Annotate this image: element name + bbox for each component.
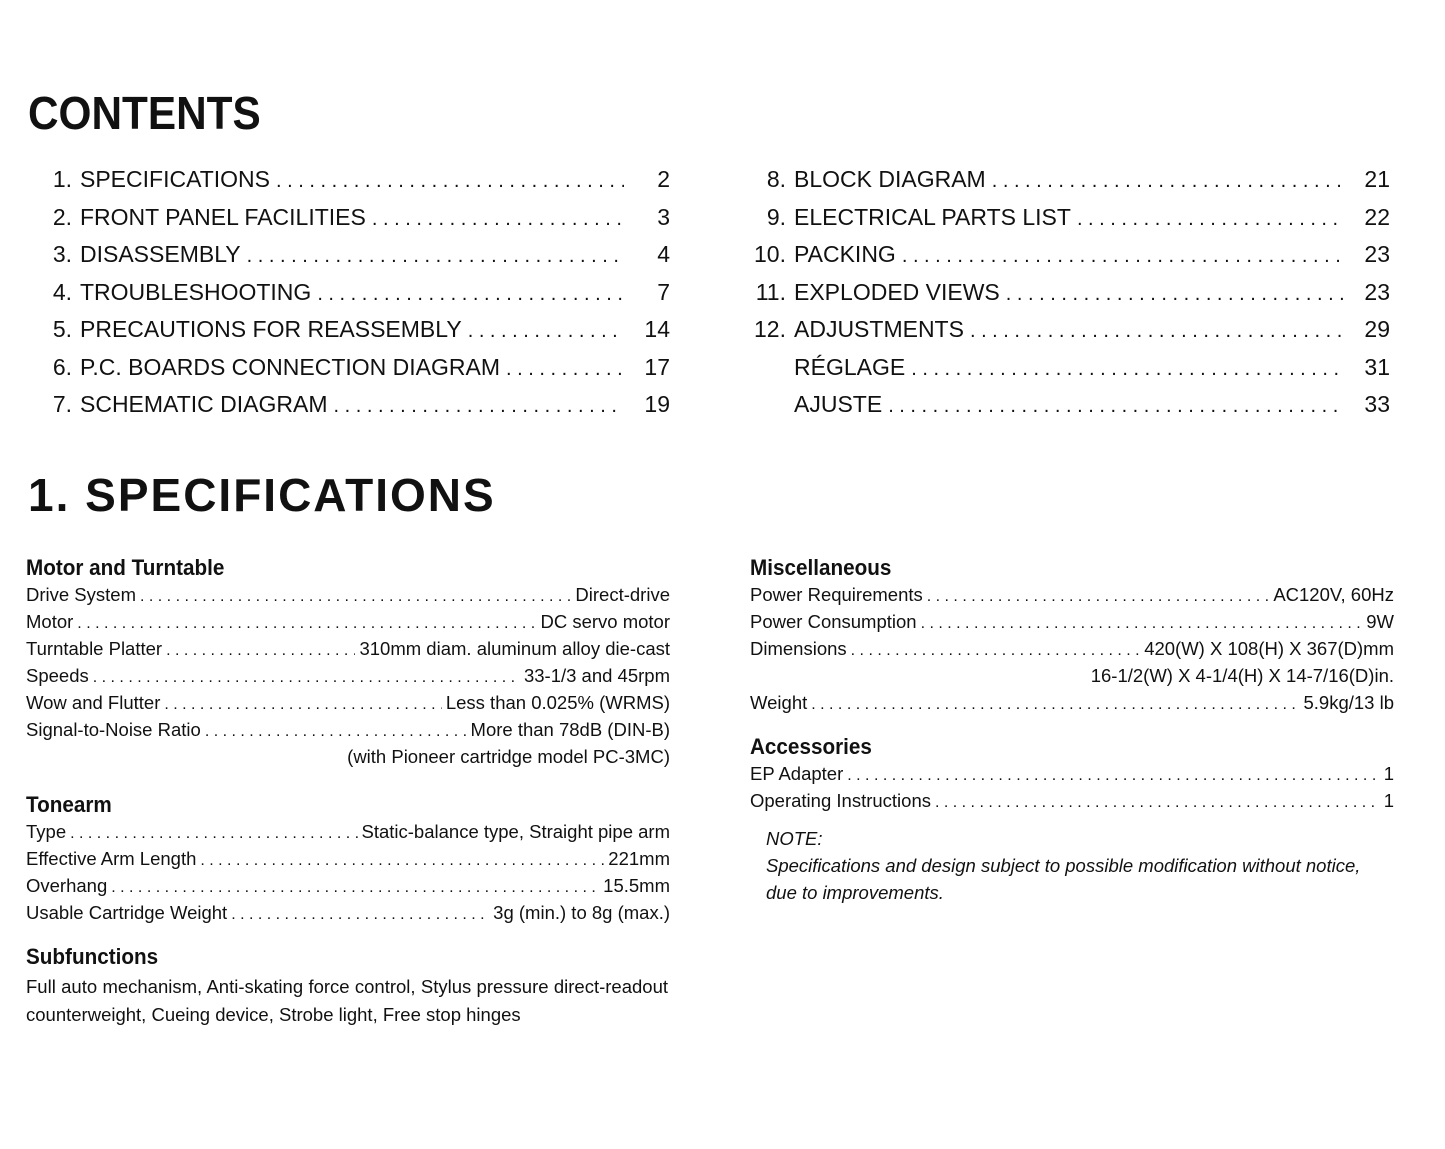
toc-item-block-diagram[interactable]	[744, 166, 1390, 204]
toc-item-troubleshooting[interactable]	[36, 279, 670, 317]
spec-value: 9W	[1366, 611, 1394, 632]
spec-label: Usable Cartridge Weight	[26, 902, 228, 923]
spec-value: 310mm diam. aluminum alloy die-cast	[359, 638, 670, 659]
toc-page: 7	[657, 278, 670, 305]
spec-value: 1	[1383, 763, 1394, 784]
spec-row-overhang	[26, 875, 670, 902]
dot-leader	[992, 170, 1344, 193]
spec-value: More than 78dB (DIN-B)	[470, 719, 670, 740]
toc-label: P.C. BOARDS CONNECTION DIAGRAM	[80, 353, 501, 380]
spec-label: Drive System	[26, 584, 136, 605]
toc-label: ELECTRICAL PARTS LIST	[794, 203, 1071, 230]
spec-row-cartridge-weight	[26, 902, 670, 929]
spec-row-drive-system	[26, 584, 670, 611]
spec-label: Weight	[750, 692, 808, 713]
dot-leader	[851, 642, 1141, 660]
spec-row-speeds	[26, 665, 670, 692]
dot-leader	[317, 283, 624, 306]
toc-label: EXPLODED VIEWS	[794, 278, 1000, 305]
motor-turntable-heading: Motor and Turntable	[26, 555, 225, 580]
toc-item-ajuste[interactable]	[744, 391, 1390, 429]
toc-item-packing[interactable]	[744, 241, 1390, 279]
toc-item-exploded-views[interactable]	[744, 279, 1390, 317]
spec-value: 15.5mm	[603, 875, 670, 896]
spec-value: 1	[1383, 790, 1394, 811]
toc-page: 33	[1364, 391, 1390, 417]
toc-page: 31	[1364, 353, 1390, 380]
spec-row-dimensions	[750, 638, 1394, 665]
spec-label: Motor	[26, 611, 74, 632]
dot-leader	[847, 767, 1379, 785]
toc-number: 9.	[766, 203, 786, 230]
dot-leader	[70, 825, 357, 843]
spec-row-power-requirements	[750, 584, 1394, 611]
toc-page: 4	[657, 241, 670, 267]
toc-item-schematic-diagram[interactable]	[36, 391, 670, 429]
dot-leader	[166, 642, 355, 660]
spec-row-motor	[26, 611, 670, 638]
toc-number: 2.	[52, 203, 72, 230]
spec-row-weight	[750, 692, 1394, 719]
spec-label: Turntable Platter	[26, 638, 163, 659]
dot-leader	[468, 320, 624, 343]
spec-label: Speeds	[26, 665, 89, 686]
tonearm-heading: Tonearm	[26, 792, 112, 817]
spec-label: Power Consumption	[750, 611, 917, 632]
subfunctions-text: Full auto mechanism, Anti-skating force control, Stylus pressure direct-readout counterweight, Cueing device, Strobe light, Free stop hinges	[26, 976, 668, 1025]
spec-value: 420(W) X 108(H) X 367(D)mm	[1144, 638, 1394, 659]
dot-leader	[911, 358, 1344, 381]
toc-number: 3.	[52, 241, 72, 267]
toc-label: SPECIFICATIONS	[80, 166, 270, 192]
toc-page: 19	[644, 391, 670, 417]
dot-leader	[164, 696, 441, 714]
note-block	[766, 825, 1394, 906]
specs-right-column	[750, 552, 1394, 906]
accessories-heading: Accessories	[750, 734, 872, 759]
toc-page: 23	[1364, 241, 1390, 267]
toc-page: 2	[657, 166, 670, 192]
toc-item-disassembly[interactable]	[36, 241, 670, 279]
toc-number: 10.	[754, 241, 786, 267]
spec-value: Less than 0.025% (WRMS)	[445, 692, 670, 713]
toc-number: 8.	[766, 166, 786, 192]
toc-item-adjustments[interactable]	[744, 316, 1390, 354]
dimensions-inches: 16-1/2(W) X 4-1/4(H) X 14-7/16(D)in.	[1090, 665, 1394, 686]
toc-label: ADJUSTMENTS	[794, 316, 964, 342]
toc-item-electrical-parts-list[interactable]	[744, 204, 1390, 242]
dot-leader	[888, 395, 1344, 418]
signal-noise-note: (with Pioneer cartridge model PC-3MC)	[347, 746, 670, 767]
spec-label: Power Requirements	[750, 584, 923, 605]
toc-number: 4.	[52, 278, 72, 305]
toc-label: PACKING	[794, 241, 896, 267]
subfunctions-heading: Subfunctions	[26, 944, 159, 969]
toc-page: 23	[1364, 278, 1390, 305]
toc-label: AJUSTE	[794, 391, 883, 417]
dot-leader	[1006, 283, 1344, 306]
contents-heading: CONTENTS	[28, 87, 261, 139]
dot-leader	[276, 170, 624, 193]
spec-value: Direct-drive	[575, 584, 670, 605]
toc-item-reglage[interactable]	[744, 354, 1390, 392]
note-title: NOTE:	[766, 828, 823, 849]
dot-leader	[231, 906, 489, 924]
dot-leader	[77, 615, 536, 633]
dot-leader	[200, 852, 604, 870]
spec-row-power-consumption	[750, 611, 1394, 638]
specs-left-column	[26, 552, 670, 1029]
spec-value: AC120V, 60Hz	[1273, 584, 1394, 605]
dot-leader	[333, 395, 624, 418]
toc-number: 11.	[755, 278, 786, 305]
dot-leader	[93, 669, 520, 687]
toc-item-specifications[interactable]	[36, 166, 670, 204]
toc-page: 17	[644, 353, 670, 380]
spec-label: Signal-to-Noise Ratio	[26, 719, 201, 740]
toc-item-precautions-for-reassembly[interactable]	[36, 316, 670, 354]
spec-value: DC servo motor	[540, 611, 670, 632]
dot-leader	[927, 588, 1270, 606]
toc-label: PRECAUTIONS FOR REASSEMBLY	[80, 316, 462, 342]
spec-label: Dimensions	[750, 638, 847, 659]
toc-page: 22	[1364, 203, 1390, 230]
spec-label: Effective Arm Length	[26, 848, 197, 869]
dot-leader	[1077, 208, 1344, 231]
toc-label: BLOCK DIAGRAM	[794, 166, 986, 192]
toc-number: 5.	[52, 316, 72, 342]
miscellaneous-heading: Miscellaneous	[750, 555, 892, 580]
dot-leader	[970, 320, 1344, 343]
toc-left-column	[36, 166, 670, 429]
spec-label: Operating Instructions	[750, 790, 931, 811]
toc-item-front-panel-facilities[interactable]	[36, 204, 670, 242]
spec-row-ep-adapter	[750, 763, 1394, 790]
dot-leader	[372, 208, 624, 231]
spec-label: Overhang	[26, 875, 108, 896]
toc-number: 1.	[52, 166, 72, 192]
toc-item-pc-boards-connection-diagram[interactable]	[36, 354, 670, 392]
spec-row-type	[26, 821, 670, 848]
toc-right-column	[744, 166, 1390, 429]
dot-leader	[902, 245, 1344, 268]
spec-row-operating-instructions	[750, 790, 1394, 817]
spec-label: Type	[26, 821, 67, 842]
spec-value: 33-1/3 and 45rpm	[523, 665, 670, 686]
spec-value: 5.9kg/13 lb	[1303, 692, 1394, 713]
toc-page: 21	[1364, 166, 1390, 192]
dot-leader	[506, 358, 624, 381]
dot-leader	[935, 794, 1380, 812]
spec-value: Static-balance type, Straight pipe arm	[361, 821, 670, 842]
specifications-heading: 1. SPECIFICATIONS	[28, 469, 496, 521]
toc-number: 12.	[754, 316, 786, 342]
toc-page: 29	[1364, 316, 1390, 342]
note-text: Specifications and design subject to possible modification without notice, due to improvements.	[766, 855, 1361, 903]
spec-row-effective-arm-length	[26, 848, 670, 875]
dot-leader	[247, 245, 624, 268]
toc-label: DISASSEMBLY	[80, 241, 241, 267]
spec-row-turntable-platter	[26, 638, 670, 665]
spec-value: 3g (min.) to 8g (max.)	[493, 902, 670, 923]
toc-label: TROUBLESHOOTING	[80, 278, 312, 305]
spec-label: EP Adapter	[750, 763, 844, 784]
toc-page: 3	[657, 203, 670, 230]
spec-row-signal-noise	[26, 719, 670, 746]
dot-leader	[140, 588, 571, 606]
dot-leader	[921, 615, 1363, 633]
spec-label: Wow and Flutter	[26, 692, 161, 713]
toc-number: 7.	[52, 391, 72, 417]
toc-number: 6.	[52, 353, 72, 380]
toc-page: 14	[644, 316, 670, 342]
spec-value: 221mm	[608, 848, 670, 869]
dot-leader	[205, 723, 467, 741]
toc-label: RÉGLAGE	[794, 353, 906, 380]
toc-label: FRONT PANEL FACILITIES	[80, 203, 366, 230]
dot-leader	[811, 696, 1299, 714]
spec-row-wow-flutter	[26, 692, 670, 719]
dot-leader	[111, 879, 599, 897]
toc-label: SCHEMATIC DIAGRAM	[80, 391, 328, 417]
